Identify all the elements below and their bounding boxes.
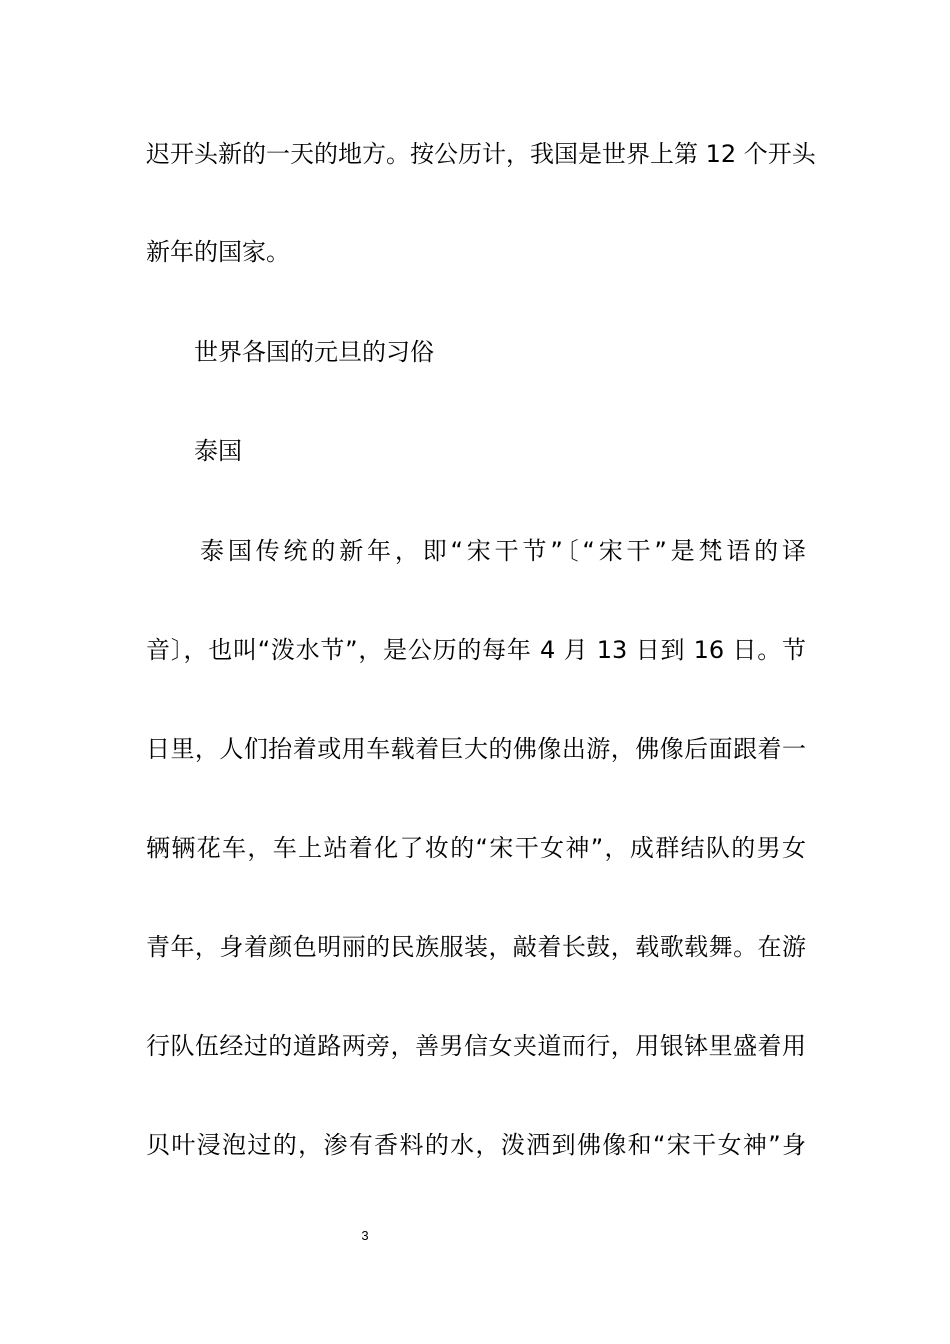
page-number: 3 [361, 1228, 369, 1243]
paragraph-line: 泰国传统的新年，即“宋干节”〔“宋干”是梵语的译 [200, 537, 806, 565]
paragraph-line: 新年的国家。 [146, 238, 290, 266]
paragraph-line: 青年，身着颜色明丽的民族服装，敲着长鼓，载歌载舞。在游 [146, 933, 806, 961]
paragraph-line: 日里，人们抬着或用车载着巨大的佛像出游，佛像后面跟着一 [146, 735, 806, 763]
paragraph-line: 迟开头新的一天的地方。按公历计，我国是世界上第 12 个开头 [146, 140, 816, 168]
paragraph-line: 辆辆花车，车上站着化了妆的“宋干女神”，成群结队的男女 [146, 834, 806, 862]
paragraph-line: 音〕，也叫“泼水节”，是公历的每年 4 月 13 日到 16 日。节 [146, 636, 806, 664]
subheading: 泰国 [194, 437, 242, 465]
paragraph-line: 贝叶浸泡过的，渗有香料的水，泼洒到佛像和“宋干女神”身 [146, 1131, 806, 1159]
paragraph-line: 行队伍经过的道路两旁，善男信女夹道而行，用银钵里盛着用 [146, 1032, 806, 1060]
section-heading: 世界各国的元旦的习俗 [194, 338, 434, 366]
